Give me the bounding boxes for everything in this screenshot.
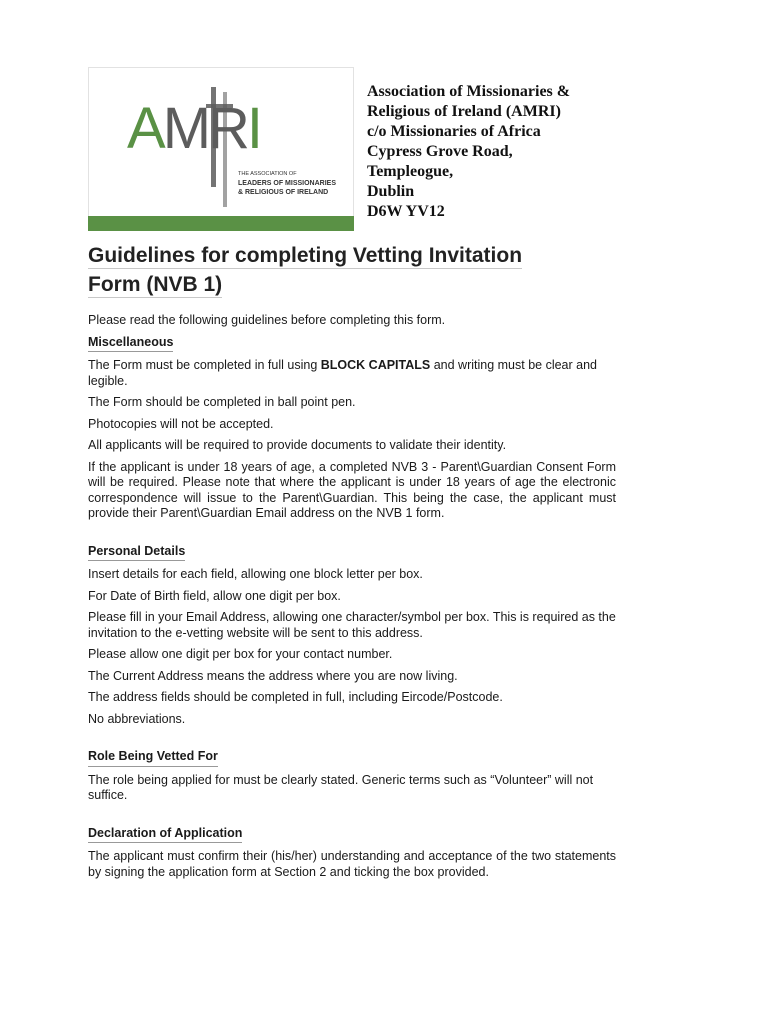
address-line-2: Religious of Ireland (AMRI) (367, 103, 561, 120)
address-line-7: D6W YV12 (367, 203, 445, 220)
logo-subtitle-line-3: & RELIGIOUS OF IRELAND (238, 189, 329, 196)
misc-p1-text-before: The Form must be completed in full using (88, 358, 321, 372)
logo-subtitle (238, 170, 336, 197)
section-heading-miscellaneous: Miscellaneous (88, 335, 173, 353)
section-heading-personal-details: Personal Details (88, 544, 185, 562)
misc-p1-bold: BLOCK CAPITALS (320, 358, 431, 372)
amri-logo (127, 96, 261, 161)
personal-paragraph-2: For Date of Birth field, allow one digit per box. (88, 588, 341, 603)
address-line-5: Templeogue, (367, 163, 454, 180)
misc-paragraph-3: Photocopies will not be accepted. (88, 416, 274, 431)
logo-letter-r: R (208, 96, 247, 161)
section-spacer (88, 810, 616, 826)
section-spacer (88, 528, 616, 544)
role-paragraph-1: The role being applied for must be clearly stated. Generic terms such as “Volunteer” will not suffice. (88, 772, 594, 802)
page-title (88, 241, 608, 299)
logo-subtitle-line-1: THE ASSOCIATION OF (238, 171, 297, 177)
personal-paragraph-1: Insert details for each field, allowing one block letter per box. (88, 567, 423, 581)
misc-p1-text-after: and writing must be clear and legible. (88, 358, 598, 388)
address-line-1: Association of Missionaries & (367, 83, 571, 100)
address-line-4: Cypress Grove Road, (367, 143, 513, 160)
personal-paragraph-3: Please fill in your Email Address, allowing one character/symbol per box. This is required as the invitation to the e-vetting website will be sent to this address. (88, 610, 616, 640)
section-spacer (88, 733, 616, 749)
logo-letter-i: I (246, 96, 261, 161)
declaration-paragraph-1: The applicant must confirm their (his/her) understanding and acceptance of the two statements by signing the application form at Section 2 and ticking the box provided. (88, 849, 616, 879)
logo-letter-a: A (127, 96, 163, 161)
logo-green-bar (88, 216, 354, 231)
page-title-line-1: Guidelines for completing Vetting Invitation (88, 244, 523, 267)
guidelines-content (88, 313, 616, 886)
section-heading-role: Role Being Vetted For (88, 749, 218, 767)
page-title-line-2: Form (NVB 1) (88, 273, 223, 296)
intro-text: Please read the following guidelines before completing this form. (88, 313, 446, 327)
misc-paragraph-1 (88, 358, 616, 389)
misc-paragraph-5: If the applicant is under 18 years of age, a completed NVB 3 - Parent\Guardian Consent Form will be required. Please note that where the applicant is under 18 years of age the electronic correspondence will issue to the Parent\Guardian. This being the case, the applicant must provide their Parent\Guardian Email address on the NVB 1 form. (88, 459, 616, 520)
misc-paragraph-2: The Form should be completed in ball point pen. (88, 395, 356, 409)
section-heading-declaration: Declaration of Application (88, 826, 242, 844)
address-line-6: Dublin (367, 183, 415, 200)
personal-paragraph-4: Please allow one digit per box for your contact number. (88, 647, 393, 661)
logo-letter-m: M (162, 96, 209, 161)
logo-subtitle-line-2: LEADERS OF MISSIONARIES (238, 180, 337, 187)
organisation-address (367, 82, 570, 222)
misc-paragraph-4: All applicants will be required to provide documents to validate their identity. (88, 438, 507, 452)
personal-paragraph-7: No abbreviations. (88, 711, 186, 726)
personal-paragraph-6: The address fields should be completed in full, including Eircode/Postcode. (88, 690, 503, 704)
personal-paragraph-5: The Current Address means the address where you are now living. (88, 668, 458, 683)
address-line-3: c/o Missionaries of Africa (367, 123, 541, 140)
